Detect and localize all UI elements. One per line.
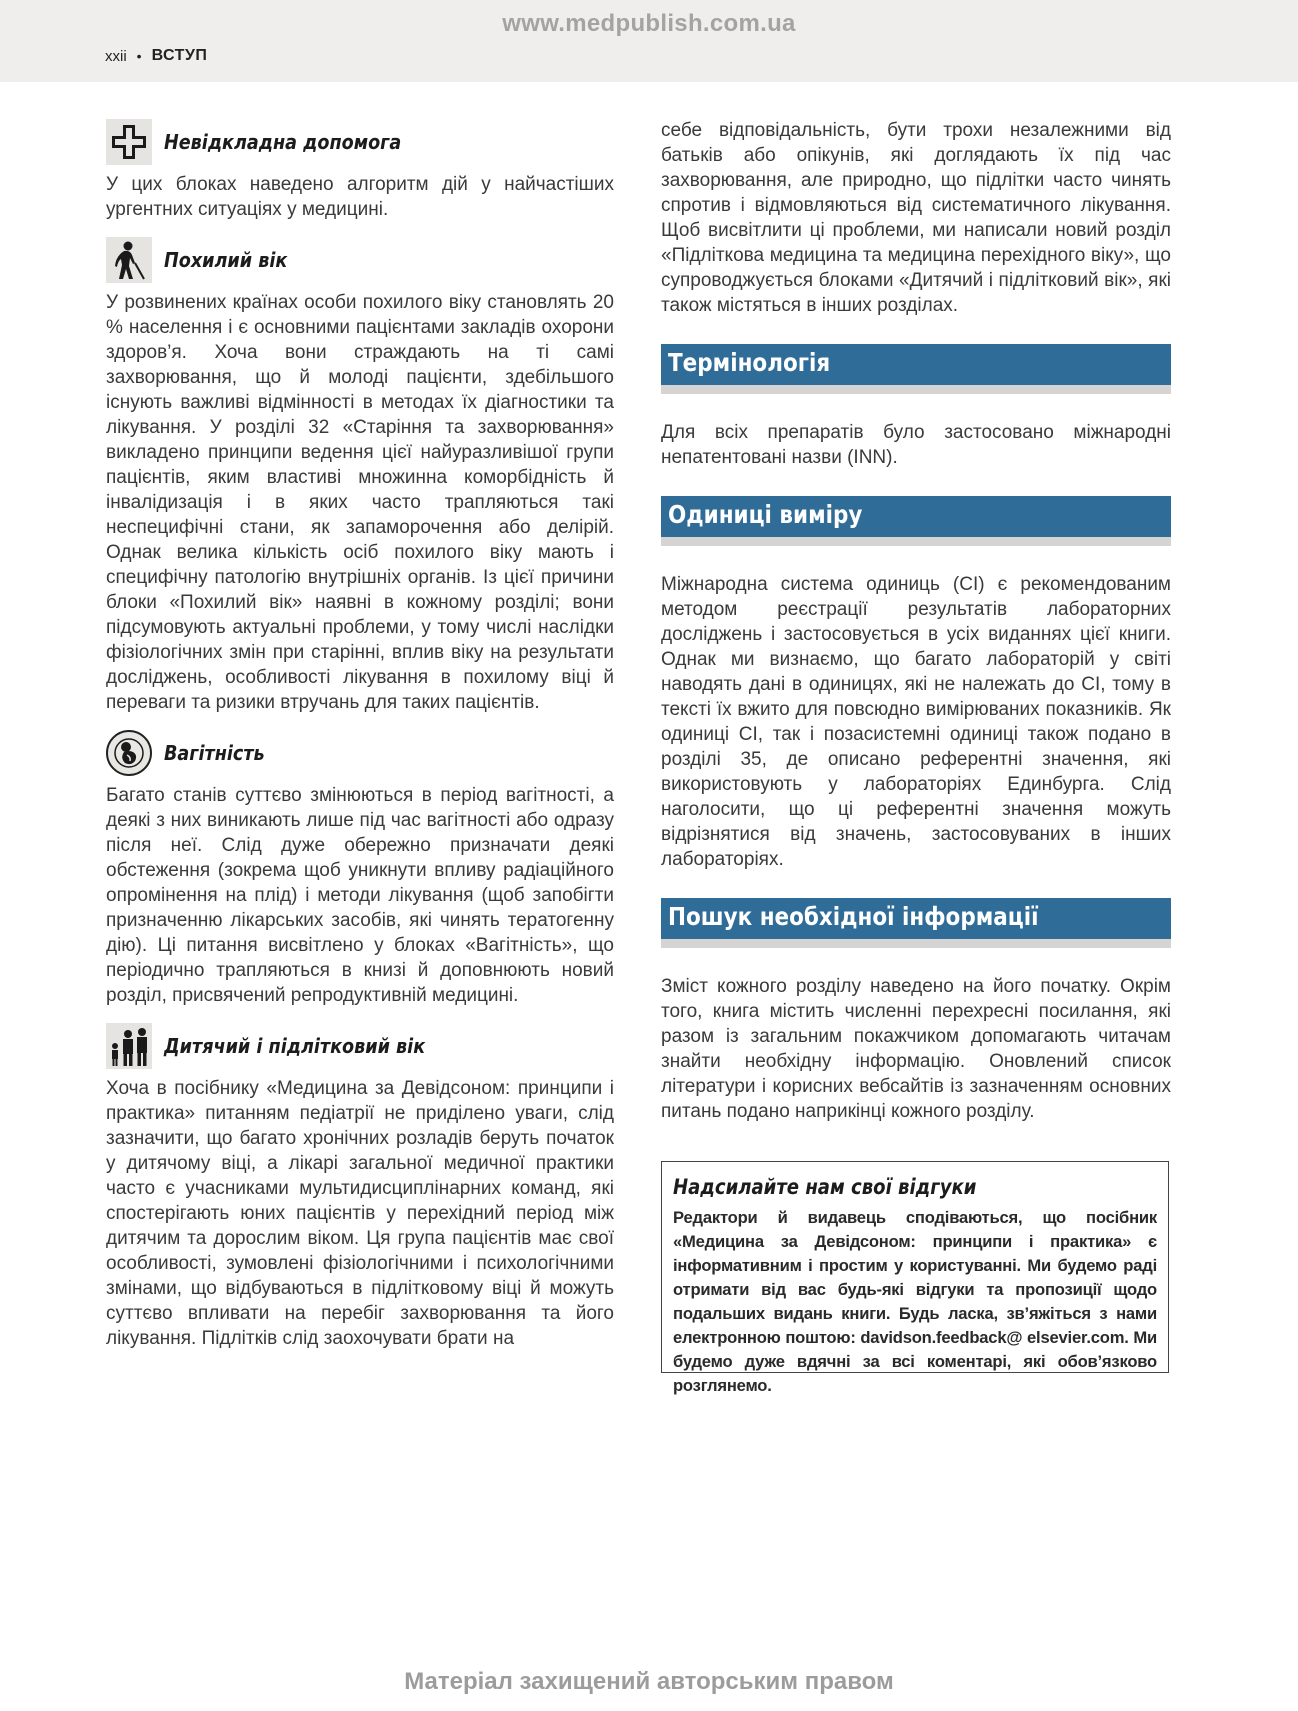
watermark-top: www.medpublish.com.ua	[502, 10, 796, 37]
terminology-text: Для всіх препаратів було застосовано міжнародні непатентовані назви (INN).	[661, 422, 1171, 468]
section-heading: Термінологія	[668, 348, 831, 377]
emergency-box-header	[106, 118, 614, 166]
emergency-text: У цих блоках наведено алгоритм дій у найчастіших ургентних ситуаціях у медицині.	[106, 174, 614, 220]
elderly-box-header	[106, 236, 614, 284]
emergency-title: Невідкладна допомога	[164, 130, 402, 154]
section-heading: Пошук необхідної інформації	[668, 902, 1039, 931]
watermark-bottom: Матеріал захищений авторським правом	[404, 1668, 894, 1695]
fetus-in-womb-icon	[106, 730, 152, 776]
right-column	[661, 118, 1171, 1124]
running-head-bullet: •	[136, 48, 142, 64]
first-aid-cross-icon	[106, 119, 152, 165]
elderly-text: У розвинених країнах особи похилого віку становлять 20 % населення і є основними пацієнтами закладів охорони здоров’я. Хоча вони страждають на ті самі захворювання, що й молоді пацієнти, здебільшого існують важливі відмінності в методах їх діагностики та лікування. У розділі 32 «Старіння та захворювання» викладено принципи ведення цієї найуразливішої групи пацієнтів, яким властиві множинна коморбідність й інвалідизація і в яких часто трапляються такі неспецифічні стани, як запаморочення або делірій. Однак велика кількість осіб похилого віку мають і специфічну патологію внутрішніх органів. Із цієї причини блоки «Похилий вік» наявні в кожному розділі; вони підсумовують актуальні проблеми, у тому числі наслідки фізіологічних змін при старінні, вплив віку на результати досліджень, особливості лікування в похилому віці й переваги та ризики втручань для таких пацієнтів.	[106, 292, 614, 713]
running-head-section: ВСТУП	[151, 47, 208, 64]
units-text: Міжнародна система одиниць (СІ) є рекомендованим методом реєстрації результатів лабораторних досліджень і застосовується в усіх виданнях цієї книги. Однак ми визнаємо, що багато лабораторій у світі наводять дані в одиницях, які не належать до СІ, тому в тексті їх вжито для повсюдно вимірюваних показників. Як одиниці СІ, так і позасистемні одиниці також подано в розділі 35, де описано референтні значення, які використовують у лабораторіях Единбурга. Слід наголосити, що ці референтні значення можуть відрізнятися від значень, застосовуваних в інших лабораторіях.	[661, 574, 1171, 870]
pregnancy-text: Багато станів суттєво змінюються в період вагітності, а деякі з них виникають лише під час вагітності або одразу після неї. Слід дуже обережно призначати деякі обстеження (зокрема щоб уникнути впливу радіаційного опромінення на плід) і методи лікування (щоб запобігти призначенню лікарських засобів, які чинять тератогенну дію). Ці питання висвітлено у блоках «Вагітність», що періодично трапляються в книзі й доповнюють новий розділ, присвячений репродуктивній медицині.	[106, 785, 614, 1006]
pregnancy-title: Вагітність	[164, 741, 265, 765]
adolescence-text: Хоча в посібнику «Медицина за Девідсоном: принципи і практика» питанням педіатрії не приділено уваги, слід зазначити, що багато хронічних розладів беруть початок у дитячому віці, а лікарі загальної медичної практики часто є учасниками мультидисциплінарних команд, які спостерігають юних пацієнтів у перехідний період між дитячим та дорослим віком. Ця група пацієнтів має свої особливості, зумовлені фізіологічними і психологічними змінами, що відбуваються в підлітковому віці й можуть суттєво впливати на перебіг захворювання та його лікування. Підлітків слід заохочувати брати на	[106, 1078, 614, 1349]
running-head	[105, 47, 207, 65]
section-header-search	[661, 898, 1171, 948]
feedback-text: Редактори й видавець сподіваються, що посібник «Медицина за Девідсоном: принципи і практика» є інформативним і простим у користуванні. Ми будемо раді отримати від вас будь-які відгуки та пропозиції щодо подальших видань книги. Будь ласка, зв’яжіться з нами електронною поштою: davidson.feedback@ elsevier.com. Ми будемо дуже вдячні за всі коментарі, які обов’язково розглянемо.	[673, 1208, 1157, 1395]
adolescence-box-header	[106, 1022, 614, 1070]
feedback-box	[661, 1161, 1169, 1395]
pregnancy-box-header	[106, 729, 614, 777]
search-text: Зміст кожного розділу наведено на його початку. Окрім того, книга містить численні перехресні посилання, які разом із загальним покажчиком допомагають читачам знайти необхідну інформацію. Оновлений список літератури і корисних вебсайтів із зазначенням основних питань подано наприкінці кожного розділу.	[661, 976, 1171, 1122]
adolescence-continuation-text: себе відповідальність, бути трохи незалежними від батьків або опікунів, які доглядають їх під час захворювання, але природно, що підлітки часто чинять спротив і відмовляються від систематичного лікування. Щоб висвітлити ці проблеми, ми написали новий розділ «Підліткова медицина та медицина перехідного віку», що супроводжується блоками «Дитячий і підлітковий вік», які також містяться в інших розділах.	[661, 120, 1171, 316]
section-header-units	[661, 496, 1171, 546]
adolescence-title: Дитячий і підлітковий вік	[164, 1034, 426, 1058]
elderly-person-with-cane-icon	[106, 237, 152, 283]
left-column	[106, 118, 614, 1351]
elderly-title: Похилий вік	[164, 248, 288, 272]
page-number: xxii	[105, 47, 127, 65]
feedback-title: Надсилайте нам свої відгуки	[673, 1175, 977, 1199]
child-and-adults-icon	[106, 1023, 152, 1069]
section-header-terminology	[661, 344, 1171, 394]
section-heading: Одиниці виміру	[668, 500, 863, 529]
